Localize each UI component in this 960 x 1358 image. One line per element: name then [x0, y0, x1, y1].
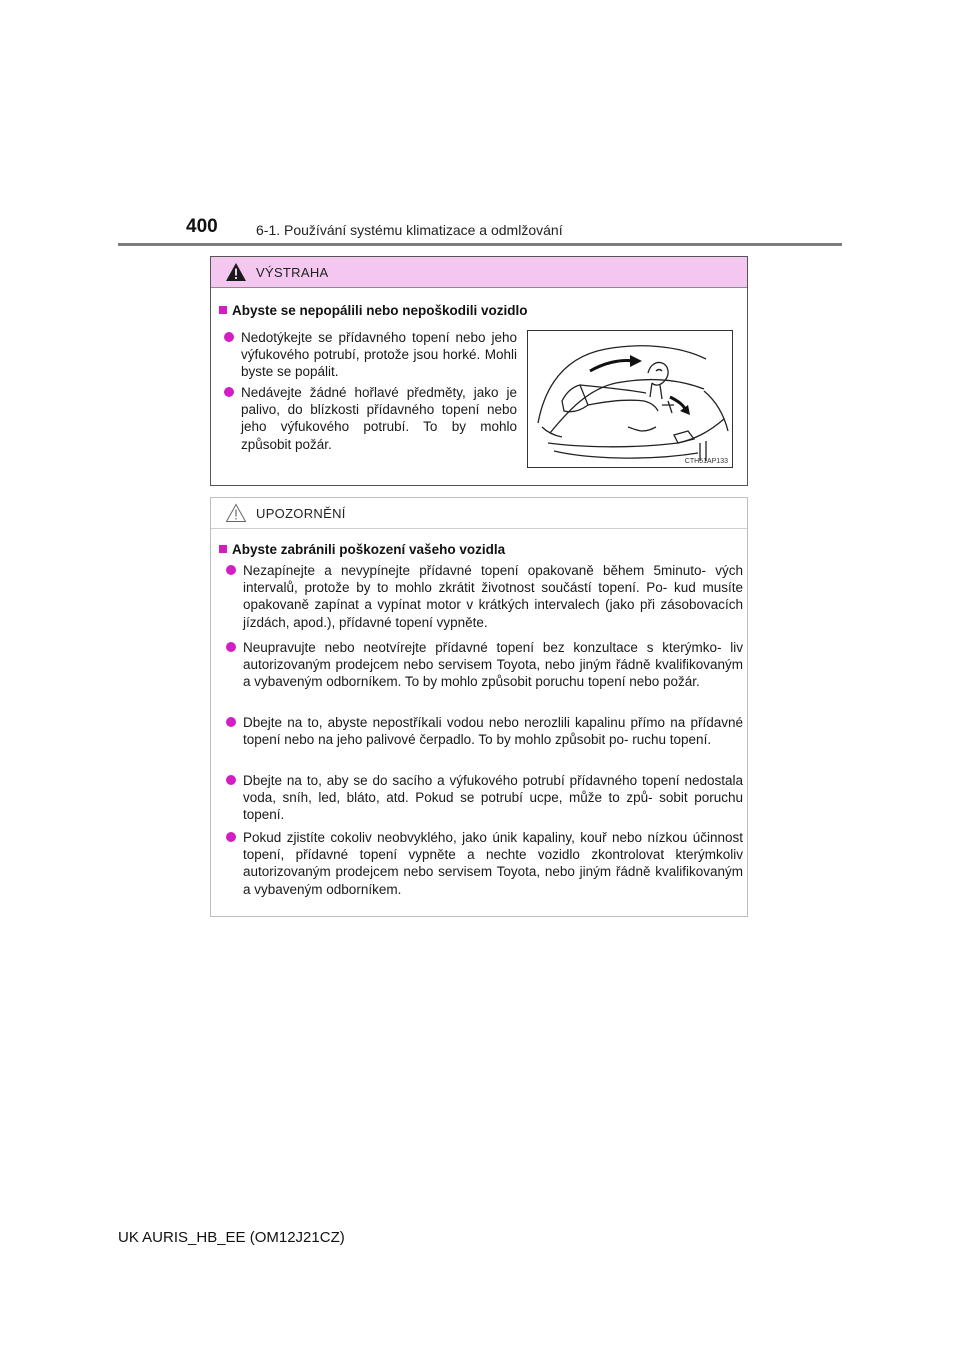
warning-bullet: Nedávejte žádné hořlavé předměty, jako je palivo, do blízkosti přídavného topení nebo jeho výfukového potrubí. To by mohlo způsobit požár.: [241, 384, 517, 453]
warning-label: VÝSTRAHA: [256, 265, 329, 280]
car-front-drawing-icon: [528, 331, 732, 467]
bullet-dot-icon: [226, 642, 236, 652]
warning-header: [211, 257, 747, 288]
warning-subheading: Abyste se nepopálili nebo nepoškodili vozidlo: [219, 303, 528, 318]
notice-bullet: Neupravujte nebo neotvírejte přídavné topení bez konzultace s kterýmko- liv autorizovaným prodejcem nebo servisem Toyota, nebo jiným řádně kvalifikovaným a vybaveným odborníkem. To by mohlo způsobit poruchu topení nebo požár.: [243, 639, 743, 691]
notice-bullet: Pokud zjistíte cokoliv neobvyklého, jako únik kapaliny, kouř nebo nízkou účinnost topení, přídavné topení vypněte a nechte vozidlo zkontrolovat kterýmkoliv autorizovaným prodejcem nebo servisem Toyota, nebo jiným řádně kvalifikovaným a vybaveným odborníkem.: [243, 829, 743, 898]
bullet-dot-icon: [226, 565, 236, 575]
notice-subheading: Abyste zabránili poškození vašeho vozidla: [219, 542, 505, 557]
warning-box: [210, 256, 748, 486]
caution-outline-triangle-icon: [225, 503, 247, 523]
notice-header: [211, 498, 747, 529]
notice-bullet: Dbejte na to, aby se do sacího a výfukového potrubí přídavného topení nedostala voda, sníh, led, bláto, atd. Pokud se potrubí ucpe, může to způ- sobit poruchu topení.: [243, 772, 743, 824]
square-bullet-icon: [219, 545, 227, 553]
notice-box: [210, 497, 748, 917]
square-bullet-icon: [219, 306, 227, 314]
notice-label: UPOZORNĚNÍ: [256, 506, 346, 521]
section-title: 6-1. Používání systému klimatizace a odmlžování: [256, 222, 563, 238]
heater-exhaust-illustration: [527, 330, 733, 468]
bullet-dot-icon: [226, 832, 236, 842]
footer-model-code: UK AURIS_HB_EE (OM12J21CZ): [118, 1229, 345, 1246]
notice-bullet: Dbejte na to, abyste nepostříkali vodou nebo nerozlili kapalinu přímo na přídavné topení nebo na jeho palivové čerpadlo. To by mohlo způsobit po- ruchu topení.: [243, 714, 743, 748]
bullet-dot-icon: [224, 332, 234, 342]
bullet-dot-icon: [224, 387, 234, 397]
warning-triangle-icon: [225, 262, 247, 282]
page-number: 400: [186, 216, 218, 237]
bullet-dot-icon: [226, 717, 236, 727]
bullet-dot-icon: [226, 775, 236, 785]
illustration-code: CTH51AP133: [684, 458, 728, 465]
notice-bullet: Nezapínejte a nevypínejte přídavné topení opakovaně během 5minuto- vých intervalů, protože by to mohlo zkrátit životnost součástí topení. Po- kud musíte opakovaně zapínat a vypínat motor v krátkých intervalech (jako při zásobovacích jízdách, apod.), přídavné topení vypněte.: [243, 562, 743, 631]
header-rule: [118, 243, 842, 246]
warning-bullet: Nedotýkejte se přídavného topení nebo jeho výfukového potrubí, protože jsou horké. Mohli byste se popálit.: [241, 329, 517, 381]
